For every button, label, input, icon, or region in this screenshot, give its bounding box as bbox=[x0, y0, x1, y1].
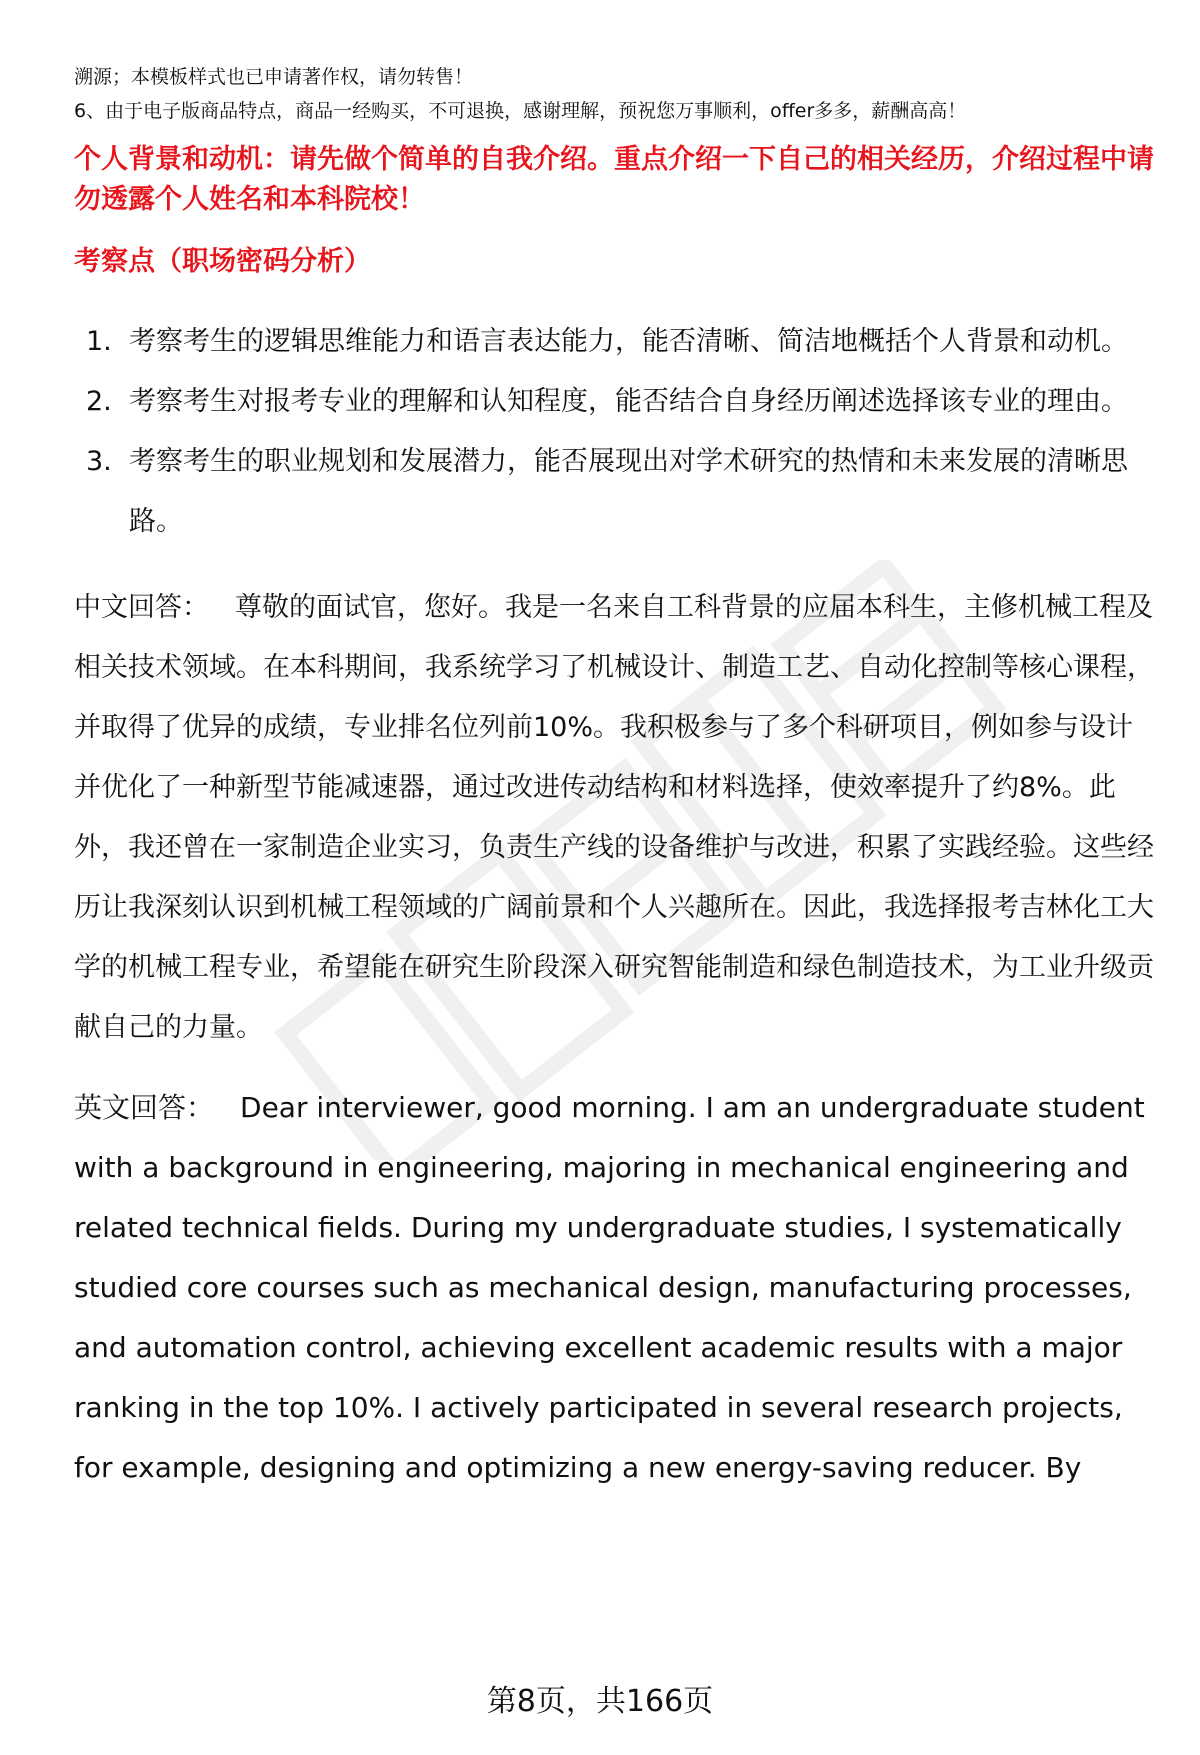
focus-item bbox=[74, 312, 1154, 372]
question-title: 个人背景和动机：请先做个简单的自我介绍。重点介绍一下自己的相关经历，介绍过程中请勿透露个人姓名和本科院校！ bbox=[74, 144, 1154, 215]
focus-item-text: 考察考生的职业规划和发展潜力，能否展现出对学术研究的热情和未来发展的清晰思路。 bbox=[129, 446, 1128, 537]
focus-item-text: 考察考生对报考专业的理解和认知程度，能否结合自身经历阐述选择该专业的理由。 bbox=[129, 386, 1128, 417]
refund-notice: 6、由于电子版商品特点，商品一经购买，不可退换，感谢理解，预祝您万事顺利，offer多多，薪酬高高！ bbox=[74, 100, 967, 122]
focus-title: 考察点（职场密码分析） bbox=[74, 246, 371, 277]
focus-item-text: 考察考生的逻辑思维能力和语言表达能力，能否清晰、简洁地概括个人背景和动机。 bbox=[129, 326, 1128, 357]
focus-item-number: 2. bbox=[86, 386, 112, 417]
english-answer-text: Dear interviewer, good morning. I am an undergraduate student with a background in engineering, majoring in mechanical engineering and related technical fields. During my undergraduate studies, I systematically studied core courses such as mechanical design, manufacturing processes, and automation control, achieving excellent academic results with a major ranking in the top 10%. I actively participated in several research projects, for example, designing and optimizing a new energy-saving reducer. By bbox=[74, 1091, 1145, 1484]
focus-item bbox=[74, 372, 1154, 432]
focus-item-number: 1. bbox=[86, 326, 112, 357]
chinese-answer-text: 尊敬的面试官，您好。我是一名来自工科背景的应届本科生，主修机械工程及相关技术领域。在本科期间，我系统学习了机械设计、制造工艺、自动化控制等核心课程，并取得了优异的成绩，专业排名位列前10%。我积极参与了多个科研项目，例如参与设计并优化了一种新型节能减速器，通过改进传动结构和材料选择，使效率提升了约8%。此外，我还曾在一家制造企业实习，负责生产线的设备维护与改进，积累了实践经验。这些经历让我深刻认识到机械工程领域的广阔前景和个人兴趣所在。因此，我选择报考吉林化工大学的机械工程专业，希望能在研究生阶段深入研究智能制造和绿色制造技术，为工业升级贡献自己的力量。 bbox=[74, 592, 1154, 1043]
focus-item bbox=[74, 432, 1154, 552]
english-answer-label: 英文回答： bbox=[74, 1091, 215, 1124]
english-answer bbox=[74, 1078, 1154, 1498]
document-page bbox=[74, 60, 1154, 1498]
chinese-answer bbox=[74, 578, 1154, 1058]
focus-list bbox=[74, 312, 1154, 552]
page-number: 第8页，共166页 bbox=[486, 1684, 714, 1719]
copyright-notice: 溯源；本模板样式也已申请著作权，请勿转售！ bbox=[74, 66, 474, 88]
focus-item-number: 3. bbox=[86, 446, 112, 477]
chinese-answer-label: 中文回答： bbox=[74, 592, 209, 623]
